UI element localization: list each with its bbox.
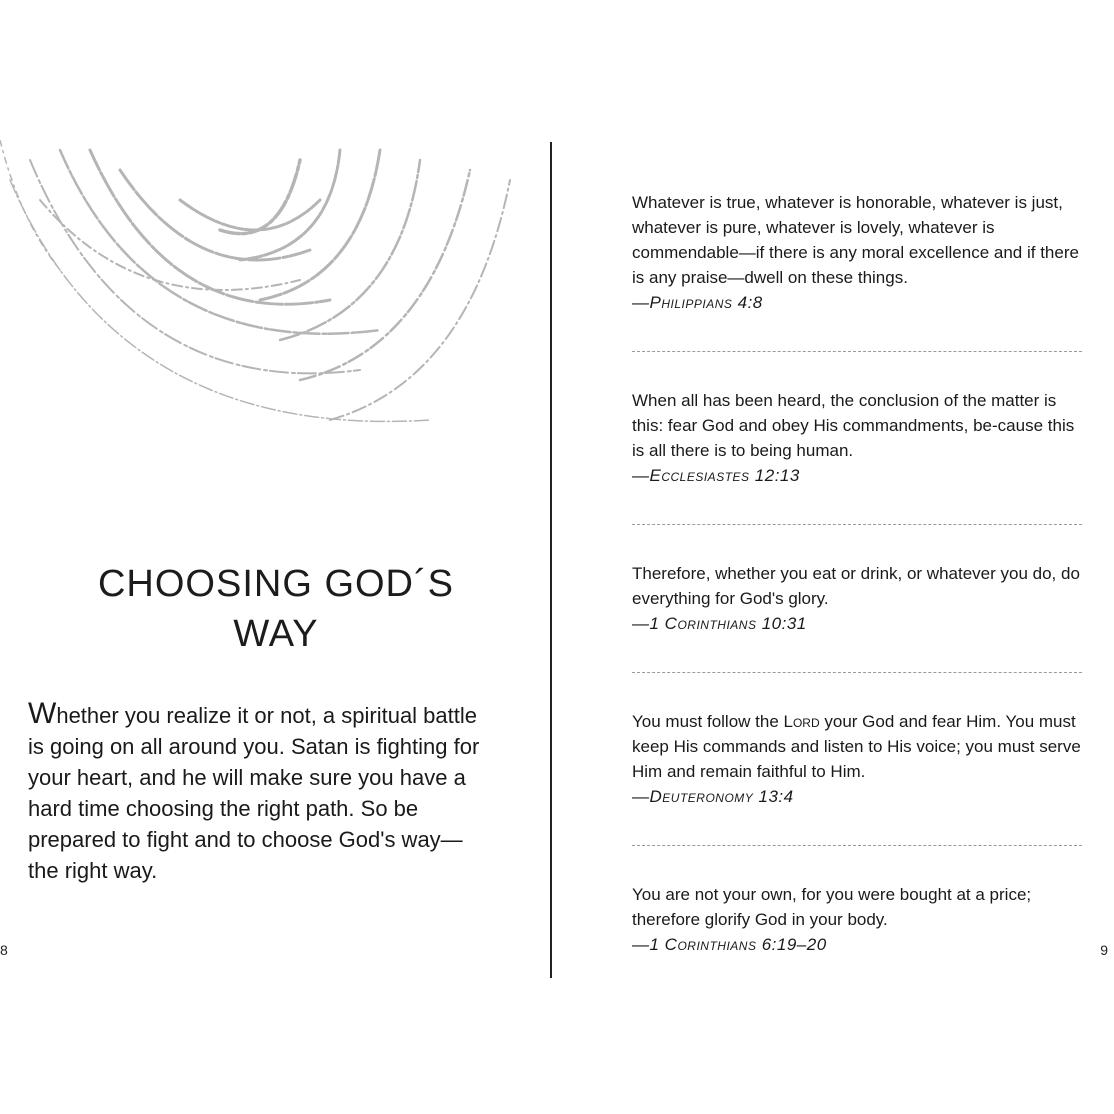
left-page xyxy=(0,0,552,1114)
dashed-divider xyxy=(632,672,1082,673)
dashed-divider xyxy=(632,845,1082,846)
verse-text-lord: Lord xyxy=(783,712,820,731)
chapter-title xyxy=(0,559,552,659)
verse-item xyxy=(632,561,1082,636)
ref-dash: — xyxy=(632,466,650,485)
verse-item xyxy=(632,190,1082,315)
verse-reference xyxy=(632,290,1082,315)
ref-chapter: 12:13 xyxy=(754,466,800,485)
dashed-divider xyxy=(632,524,1082,525)
ref-dash: — xyxy=(632,935,650,954)
ref-book: Philippians xyxy=(649,293,733,312)
ref-chapter: 13:4 xyxy=(758,787,794,806)
verse-text-part: your God and fear Him. You must keep His commands and listen to His voice; you must serve Him and remain faithful to Him. xyxy=(632,712,1081,781)
ref-dash: — xyxy=(632,787,650,806)
intro-drop-cap: W xyxy=(28,697,57,730)
verse-text: Whatever is true, whatever is honorable, whatever is just, whatever is pure, whatever is lovely, whatever is commendable—if there is any moral excellence and if there is any praise—dwell on these things. xyxy=(632,193,1079,287)
intro-paragraph xyxy=(28,698,488,886)
ref-dash: — xyxy=(632,614,650,633)
verse-reference xyxy=(632,784,1082,809)
verse-text: When all has been heard, the conclusion of the matter is this: fear God and obey His commandments, be-cause this is all there is to being human. xyxy=(632,391,1075,460)
verse-text-part: You must follow the xyxy=(632,712,784,731)
chapter-title-line-1: CHOOSING GOD´S xyxy=(97,563,455,606)
ref-book: Deuteronomy xyxy=(649,787,754,806)
verse-reference xyxy=(632,932,1082,957)
right-page xyxy=(552,0,1114,1114)
ref-book: Ecclesiastes xyxy=(649,466,750,485)
swirl-illustration xyxy=(0,140,540,460)
ref-chapter: 4:8 xyxy=(737,293,763,312)
verse-list xyxy=(632,190,1082,957)
verse-text: Therefore, whether you eat or drink, or whatever you do, do everything for God's glory. xyxy=(632,564,1080,608)
verse-reference xyxy=(632,463,1082,488)
verse-reference xyxy=(632,611,1082,636)
verse-item xyxy=(632,709,1082,809)
chapter-title-line-2: WAY xyxy=(233,613,319,656)
ref-book: 1 Corinthians xyxy=(649,935,757,954)
ref-book: 1 Corinthians xyxy=(649,614,757,633)
dashed-divider xyxy=(632,351,1082,352)
verse-item xyxy=(632,388,1082,488)
page-number-right: 9 xyxy=(1100,942,1108,958)
page-number-left: 8 xyxy=(0,942,8,958)
ref-chapter: 6:19–20 xyxy=(761,935,827,954)
verse-text: You are not your own, for you were bought at a price; therefore glorify God in your body. xyxy=(632,885,1032,929)
ref-chapter: 10:31 xyxy=(761,614,807,633)
verse-text xyxy=(632,709,1082,784)
verse-item xyxy=(632,882,1082,957)
ref-dash: — xyxy=(632,293,650,312)
intro-text: hether you realize it or not, a spiritual battle is going on all around you. Satan is fighting for your heart, and he will make sure you have a hard time choosing the right path. So be prepared to fight and to choose God's way—the right way. xyxy=(28,703,480,883)
